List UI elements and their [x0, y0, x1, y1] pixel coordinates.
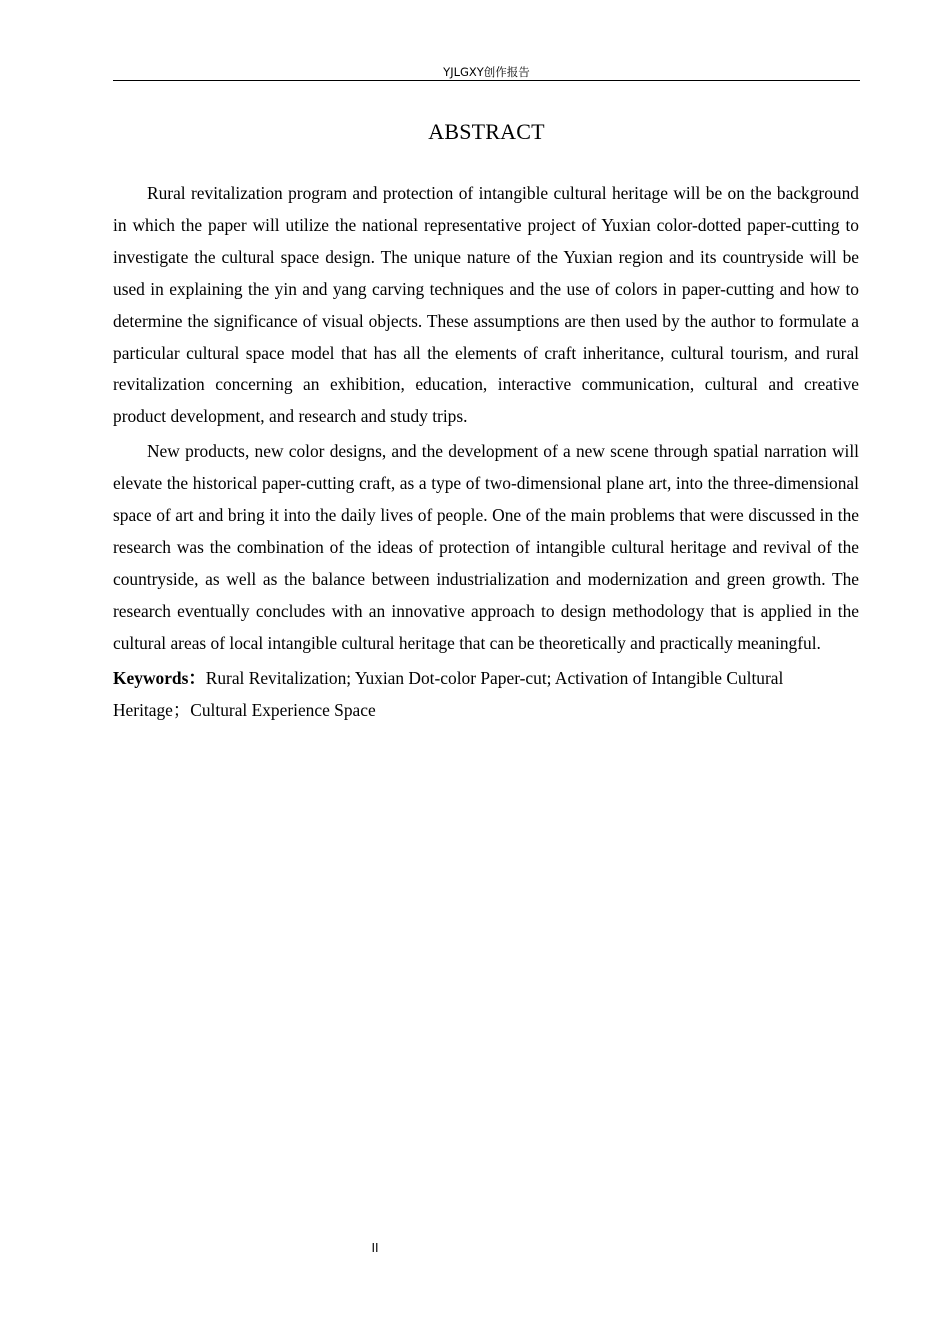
page-header [113, 64, 860, 81]
abstract-paragraph-2: New products, new color designs, and the development of a new scene through spatial narration will elevate the historical paper-cutting craft, as a type of two-dimensional plane art, into the three-dimensional space of art and bring it into the daily lives of people. One of the main problems that were discussed in the research was the combination of the ideas of protection of intangible cultural heritage and revival of the countryside, as well as the balance between industrialization and modernization and green growth. The research eventually concludes with an innovative approach to design methodology that is applied in the cultural areas of local intangible cultural heritage that can be theoretically and practically meaningful. [113, 441, 859, 653]
abstract-title: ABSTRACT [428, 119, 545, 144]
page-number: II [371, 1241, 379, 1255]
abstract-body [113, 178, 859, 726]
abstract-paragraph-1: Rural revitalization program and protection of intangible cultural heritage will be on the background in which the paper will utilize the national representative project of Yuxian color-dotted paper-cutting to investigate the cultural space design. The unique nature of the Yuxian region and its countryside will be used in explaining the yin and yang carving techniques and the use of colors in paper-cutting and how to determine the significance of visual objects. These assumptions are then used by the author to formulate a particular cultural space model that has all the elements of craft inheritance, cultural tourism, and rural revitalization concerning an exhibition, education, interactive communication, cultural and creative product development, and research and study trips. [113, 183, 859, 427]
keywords-label: Keywords： [113, 667, 206, 688]
keywords-text: Rural Revitalization; Yuxian Dot-color Paper-cut; Activation of Intangible Cultural Heritage；Cultural Experience Space [113, 667, 784, 720]
header-text: YJLGXY创作报告 [443, 65, 530, 79]
keywords-line [113, 663, 859, 727]
